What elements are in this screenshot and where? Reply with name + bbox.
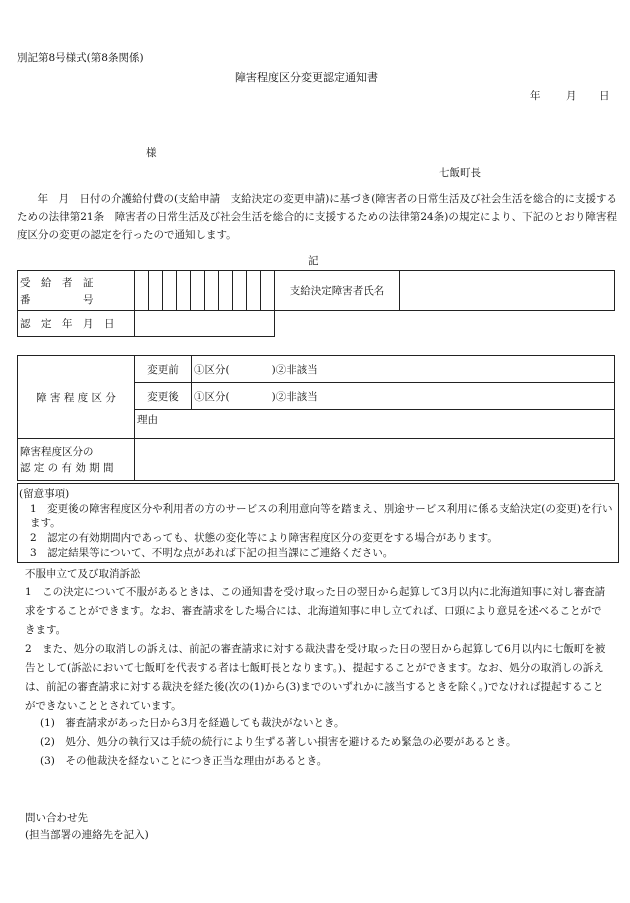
number-digit-cell[interactable] bbox=[149, 271, 163, 311]
certified-date-value[interactable] bbox=[135, 311, 275, 337]
recipient-name-label: 支給決定障害者氏名 bbox=[275, 271, 400, 311]
number-digit-cell[interactable] bbox=[261, 271, 275, 311]
appeal-title: 不服申立て及び取消訴訟 bbox=[25, 568, 141, 580]
number-digit-cell[interactable] bbox=[247, 271, 261, 311]
ki-label: 記 bbox=[308, 255, 319, 267]
after-label: 変更後 bbox=[135, 383, 192, 410]
recipient-name-value[interactable] bbox=[400, 271, 615, 311]
intro-paragraph: 年 月 日付の介護給付費の(支給申請 支給決定の変更申請)に基づき(障害者の日常生活及び社会生活を総合的に支援するための法律第21条 障害者の日常生活及び社会生活を総合的に支援するための法律第24条)の規定により、下記のとおり障害程度区分の変更の認定を行ったので通知します。 bbox=[17, 193, 617, 241]
validity-label: 障害程度区分の 認 定 の 有 効 期 間 bbox=[18, 439, 135, 481]
validity-value[interactable] bbox=[135, 439, 615, 481]
contact-title: 問い合わせ先 bbox=[25, 812, 88, 824]
appeal-item-1: 1 この決定について不服があるときは、この通知書を受け取った日の翌日から起算して3月以内に北海道知事に対し審査請求をすることができます。なお、審査請求をした場合には、北海道知事に申し立てれば、口頭により意見を述べることができます。 bbox=[25, 586, 606, 636]
issuer-name: 七飯町長 bbox=[439, 167, 481, 179]
certified-date-label: 認 定 年 月 日 bbox=[18, 311, 135, 337]
number-digit-cell[interactable] bbox=[219, 271, 233, 311]
after-value[interactable]: ①区分( )②非該当 bbox=[192, 383, 615, 410]
date-year: 年 bbox=[530, 90, 541, 102]
notes-box bbox=[17, 483, 619, 563]
number-digit-cell[interactable] bbox=[233, 271, 247, 311]
number-digit-cell[interactable] bbox=[177, 271, 191, 311]
category-table bbox=[17, 355, 615, 481]
reason-label: 理由 bbox=[137, 414, 158, 426]
recipient-number-label: 受 給 者 証 番 号 bbox=[18, 271, 135, 311]
recipient-table bbox=[17, 270, 615, 337]
date-month: 月 bbox=[566, 90, 577, 102]
note-item-3: 3 認定結果等について、不明な点があれば下記の担当課にご連絡ください。 bbox=[30, 547, 394, 559]
before-value[interactable]: ①区分( )②非該当 bbox=[192, 356, 615, 383]
number-digit-cell[interactable] bbox=[163, 271, 177, 311]
appeal-sub-2: (2) 処分、処分の執行又は手続の続行により生ずる著しい損害を避けるため緊急の必要があるとき。 bbox=[40, 736, 517, 748]
number-digit-cell[interactable] bbox=[205, 271, 219, 311]
appeal-sub-3: (3) その他裁決を経ないことにつき正当な理由があるとき。 bbox=[40, 755, 328, 767]
date-day: 日 bbox=[599, 90, 610, 102]
appeal-item-2: 2 また、処分の取消しの訴えは、前記の審査請求に対する裁決書を受け取った日の翌日から起算して6月以内に七飯町を被告として(訴訟において七飯町を代表する者は七飯町長となります。)、提起することができます。なお、処分の取消しの訴えは、前記の審査請求に対する裁決を経た後(次の(1)から(3)までのいずれかに該当するときを除く。)でなければ提起することができないこととされています。 bbox=[25, 643, 606, 712]
notes-title: (留意事項) bbox=[19, 488, 70, 500]
form-number: 別記第8号様式(第8条関係) bbox=[17, 52, 144, 64]
recipient-suffix: 様 bbox=[146, 147, 157, 159]
before-label: 変更前 bbox=[135, 356, 192, 383]
category-label: 障 害 程 度 区 分 bbox=[18, 356, 135, 439]
contact-note: (担当部署の連絡先を記入) bbox=[25, 829, 149, 841]
reason-field[interactable] bbox=[135, 410, 615, 439]
number-digit-cell[interactable] bbox=[191, 271, 205, 311]
note-item-1: 1 変更後の障害程度区分や利用者の方のサービスの利用意向等を踏まえ、別途サービス利用に係る支給決定(の変更)を行います。 bbox=[30, 503, 613, 529]
document-title: 障害程度区分変更認定通知書 bbox=[235, 71, 378, 84]
number-digit-cell[interactable] bbox=[135, 271, 149, 311]
note-item-2: 2 認定の有効期間内であっても、状態の変化等により障害程度区分の変更をする場合があります。 bbox=[30, 532, 498, 544]
appeal-sub-1: (1) 審査請求があった日から3月を経過しても裁決がないとき。 bbox=[40, 717, 345, 729]
